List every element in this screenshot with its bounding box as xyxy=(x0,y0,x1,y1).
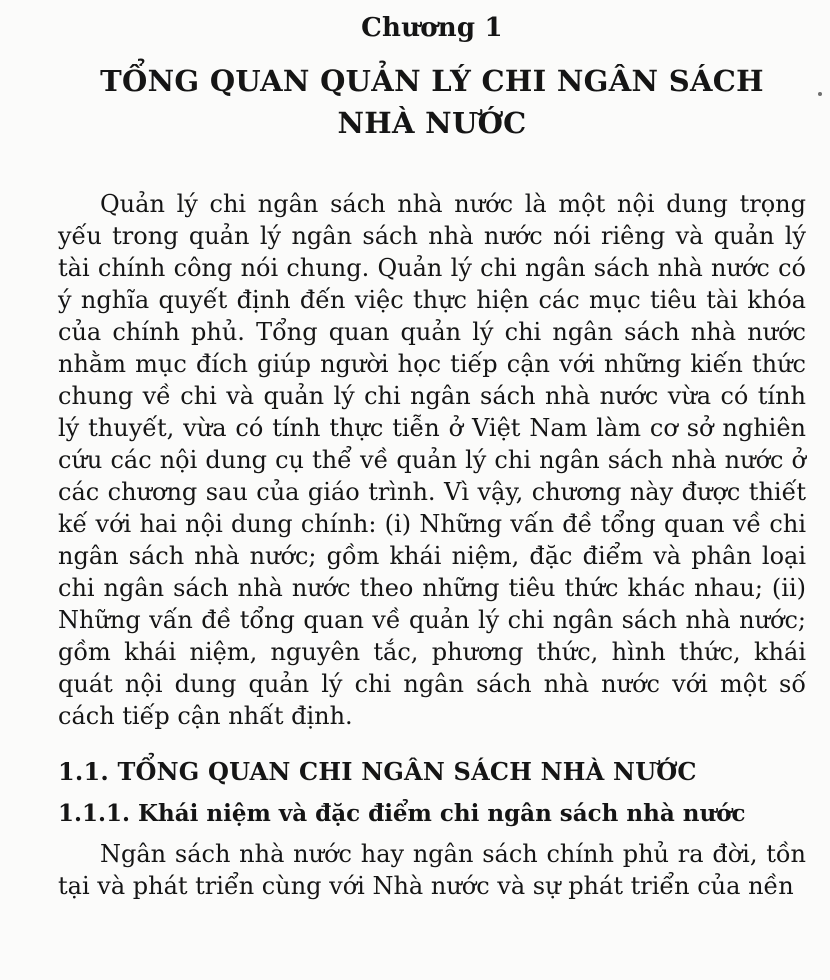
scan-dot xyxy=(818,92,822,96)
chapter-label: Chương 1 xyxy=(361,13,503,43)
section-heading: 1.1. TỔNG QUAN CHI NGÂN SÁCH NHÀ NƯỚC xyxy=(58,757,697,786)
subsection-heading: 1.1.1. Khái niệm và đặc điểm chi ngân sách nhà nước xyxy=(58,800,746,827)
chapter-title xyxy=(58,60,806,144)
chapter-title-line: NHÀ NƯỚC xyxy=(337,106,527,140)
chapter-title-line: TỔNG QUAN QUẢN LÝ CHI NGÂN SÁCH xyxy=(100,64,764,98)
body-paragraph: Ngân sách nhà nước hay ngân sách chính phủ ra đời, tồn tại và phát triển cùng với Nhà nước và sự phát triển của nền xyxy=(58,840,806,900)
intro-paragraph: Quản lý chi ngân sách nhà nước là một nội dung trọng yếu trong quản lý ngân sách nhà nước nói riêng và quản lý tài chính công nói chung. Quản lý chi ngân sách nhà nước có ý nghĩa quyết định đến việc thực hiện các mục tiêu tài khóa của chính phủ. Tổng quan quản lý chi ngân sách nhà nước nhằm mục đích giúp người học tiếp cận với những kiến thức chung về chi và quản lý chi ngân sách nhà nước vừa có tính lý thuyết, vừa có tính thực tiễn ở Việt Nam làm cơ sở nghiên cứu các nội dung cụ thể về quản lý chi ngân sách nhà nước ở các chương sau của giáo trình. Vì vậy, chương này được thiết kế với hai nội dung chính: (i) Những vấn đề tổng quan về chi ngân sách nhà nước; gồm khái niệm, đặc điểm và phân loại chi ngân sách nhà nước theo những tiêu thức khác nhau; (ii) Những vấn đề tổng quan về quản lý chi ngân sách nhà nước; gồm khái niệm, nguyên tắc, phương thức, hình thức, khái quát nội dung quản lý chi ngân sách nhà nước với một số cách tiếp cận nhất định. xyxy=(58,190,806,730)
